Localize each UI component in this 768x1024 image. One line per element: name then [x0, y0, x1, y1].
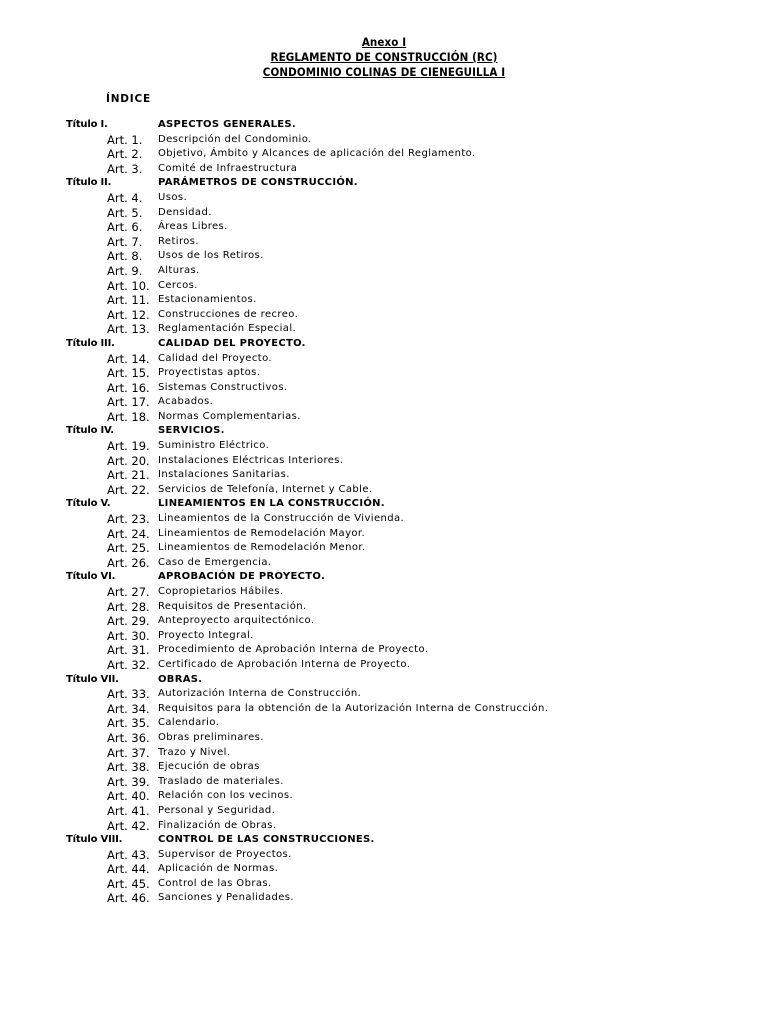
- article-number: Art. 5.: [107, 205, 143, 220]
- article-number: Art. 38.: [107, 760, 150, 775]
- title-label: Título VI.: [66, 571, 116, 583]
- title-label: Título VII.: [66, 673, 119, 685]
- article-number: Art. 28.: [107, 599, 150, 614]
- article-row: [0, 395, 768, 410]
- article-name: Proyectistas aptos.: [158, 367, 261, 379]
- title-name: PARÁMETROS DE CONSTRUCCIÓN.: [158, 177, 358, 189]
- article-number: Art. 45.: [107, 876, 150, 891]
- article-number: Art. 41.: [107, 803, 150, 818]
- article-row: [0, 716, 768, 731]
- article-name: Proyecto Integral.: [158, 629, 254, 641]
- article-name: Caso de Emergencia.: [158, 556, 272, 568]
- article-number: Art. 14.: [107, 351, 150, 366]
- article-name: Ejecución de obras: [158, 761, 260, 773]
- article-row: [0, 366, 768, 381]
- title-label: Título VIII.: [66, 834, 123, 846]
- article-row: [0, 147, 768, 162]
- title-name: LINEAMIENTOS EN LA CONSTRUCCIÓN.: [158, 498, 385, 510]
- article-name: Calidad del Proyecto.: [158, 352, 273, 364]
- article-name: Finalización de Obras.: [158, 819, 277, 831]
- article-number: Art. 2.: [107, 147, 143, 162]
- article-number: Art. 27.: [107, 585, 150, 599]
- article-row: [0, 614, 768, 629]
- article-number: Art. 34.: [107, 701, 150, 716]
- title-label: Título III.: [66, 337, 115, 349]
- article-row: [0, 279, 768, 294]
- article-name: Comité de Infraestructura: [158, 162, 298, 174]
- article-name: Copropietarios Hábiles.: [158, 586, 284, 597]
- title-name: APROBACIÓN DE PROYECTO.: [158, 571, 326, 583]
- article-number: Art. 46.: [107, 891, 150, 906]
- article-number: Art. 15.: [107, 366, 150, 381]
- article-name: Aplicación de Normas.: [158, 863, 279, 875]
- title-row: [0, 833, 768, 848]
- article-name: Reglamentación Especial.: [158, 323, 297, 335]
- title-name: CONTROL DE LAS CONSTRUCCIONES.: [158, 834, 375, 846]
- article-name: Áreas Libres.: [158, 221, 228, 233]
- article-number: Art. 43.: [107, 847, 150, 862]
- article-number: Art. 16.: [107, 380, 150, 395]
- article-row: [0, 191, 768, 206]
- article-row: [0, 352, 768, 367]
- title-row: [0, 424, 768, 439]
- article-row: [0, 862, 768, 877]
- article-row: [0, 556, 768, 571]
- article-row: [0, 658, 768, 673]
- article-number: Art. 18.: [107, 409, 150, 424]
- article-row: [0, 308, 768, 323]
- article-name: Supervisor de Proyectos.: [158, 848, 292, 860]
- article-name: Lineamientos de Remodelación Menor.: [158, 542, 366, 554]
- article-name: Personal y Seguridad.: [158, 804, 276, 816]
- article-name: Cercos.: [158, 279, 198, 291]
- article-number: Art. 20.: [107, 453, 150, 468]
- article-row: [0, 541, 768, 556]
- title-row: [0, 673, 768, 688]
- article-row: [0, 220, 768, 235]
- article-number: Art. 30.: [107, 628, 150, 643]
- title-name: CALIDAD DEL PROYECTO.: [158, 337, 306, 349]
- title-row: [0, 497, 768, 512]
- article-row: [0, 702, 768, 717]
- article-number: Art. 25.: [107, 541, 150, 556]
- article-row: [0, 381, 768, 396]
- article-number: Art. 3.: [107, 161, 143, 176]
- article-row: [0, 439, 768, 454]
- index-heading: ÍNDICE: [106, 93, 151, 105]
- regulation-title: REGLAMENTO DE CONSTRUCCIÓN (RC): [270, 50, 498, 64]
- article-name: Certificado de Aprobación Interna de Proyecto.: [158, 658, 411, 670]
- title-row: [0, 570, 768, 585]
- article-name: Suministro Eléctrico.: [158, 440, 270, 452]
- article-name: Servicios de Telefonía, Internet y Cable.: [158, 483, 373, 495]
- article-row: [0, 235, 768, 250]
- article-row: [0, 877, 768, 892]
- document-header: [0, 35, 768, 80]
- article-row: [0, 775, 768, 790]
- title-label: Título IV.: [66, 425, 114, 437]
- article-number: Art. 6.: [107, 220, 143, 235]
- article-number: Art. 9.: [107, 263, 143, 278]
- article-number: Art. 36.: [107, 730, 150, 745]
- article-row: [0, 527, 768, 542]
- title-row: [0, 118, 768, 133]
- title-row: [0, 337, 768, 352]
- annex-title: Anexo I: [361, 35, 407, 49]
- title-name: ASPECTOS GENERALES.: [158, 119, 297, 130]
- article-number: Art. 33.: [107, 687, 150, 702]
- article-row: [0, 293, 768, 308]
- article-number: Art. 26.: [107, 555, 150, 570]
- article-number: Art. 8.: [107, 249, 143, 264]
- article-name: Densidad.: [158, 206, 212, 218]
- title-label: Título V.: [66, 498, 111, 510]
- article-number: Art. 1.: [107, 132, 143, 147]
- article-number: Art. 35.: [107, 716, 150, 731]
- article-name: Procedimiento de Aprobación Interna de Proyecto.: [158, 644, 429, 656]
- article-number: Art. 13.: [107, 322, 150, 337]
- title-name: OBRAS.: [158, 673, 203, 685]
- article-row: [0, 804, 768, 819]
- article-row: [0, 789, 768, 804]
- title-label: Título II.: [66, 177, 112, 189]
- article-name: Instalaciones Eléctricas Interiores.: [158, 454, 344, 466]
- article-row: [0, 483, 768, 498]
- article-name: Sanciones y Penalidades.: [158, 892, 294, 904]
- article-row: [0, 133, 768, 148]
- article-row: [0, 600, 768, 615]
- article-name: Calendario.: [158, 717, 220, 729]
- article-number: Art. 22.: [107, 482, 150, 497]
- article-row: [0, 891, 768, 906]
- article-row: [0, 249, 768, 264]
- article-name: Construcciones de recreo.: [158, 308, 299, 320]
- article-number: Art. 39.: [107, 774, 150, 789]
- article-name: Usos.: [158, 191, 188, 203]
- article-name: Trazo y Nivel.: [158, 746, 231, 758]
- article-row: [0, 264, 768, 279]
- article-name: Estacionamientos.: [158, 294, 257, 306]
- article-number: Art. 19.: [107, 439, 150, 454]
- article-name: Requisitos para la obtención de la Autorización Interna de Construcción.: [158, 702, 549, 714]
- article-name: Instalaciones Sanitarias.: [158, 469, 290, 481]
- article-name: Traslado de materiales.: [158, 775, 284, 787]
- article-name: Retiros.: [158, 235, 199, 247]
- article-number: Art. 12.: [107, 307, 150, 322]
- title-row: [0, 176, 768, 191]
- article-row: [0, 629, 768, 644]
- table-of-contents: [0, 118, 768, 906]
- article-row: [0, 206, 768, 221]
- article-row: [0, 760, 768, 775]
- title-label: Título I.: [66, 119, 108, 130]
- article-number: Art. 10.: [107, 278, 150, 293]
- article-row: [0, 731, 768, 746]
- article-number: Art. 4.: [107, 190, 143, 205]
- article-name: Obras preliminares.: [158, 731, 264, 743]
- article-number: Art. 21.: [107, 468, 150, 483]
- article-number: Art. 7.: [107, 234, 143, 249]
- article-row: [0, 454, 768, 469]
- article-name: Requisitos de Presentación.: [158, 600, 307, 612]
- article-row: [0, 848, 768, 863]
- article-name: Normas Complementarias.: [158, 410, 301, 422]
- article-row: [0, 687, 768, 702]
- article-number: Art. 23.: [107, 512, 150, 527]
- article-row: [0, 585, 768, 600]
- article-number: Art. 40.: [107, 789, 150, 804]
- article-name: Sistemas Constructivos.: [158, 381, 288, 393]
- article-number: Art. 42.: [107, 818, 150, 833]
- article-name: Control de las Obras.: [158, 877, 272, 889]
- article-name: Acabados.: [158, 396, 214, 408]
- article-row: [0, 746, 768, 761]
- article-row: [0, 468, 768, 483]
- article-name: Lineamientos de la Construcción de Vivienda.: [158, 513, 405, 525]
- article-name: Objetivo, Ámbito y Alcances de aplicación del Reglamento.: [158, 148, 476, 160]
- condominium-title: CONDOMINIO COLINAS DE CIENEGUILLA I: [262, 65, 506, 79]
- article-number: Art. 11.: [107, 293, 150, 308]
- article-number: Art. 31.: [107, 643, 150, 658]
- article-row: [0, 819, 768, 834]
- article-number: Art. 24.: [107, 526, 150, 541]
- article-name: Descripción del Condominio.: [158, 133, 312, 145]
- article-number: Art. 37.: [107, 745, 150, 760]
- article-number: Art. 17.: [107, 395, 150, 410]
- article-row: [0, 512, 768, 527]
- article-row: [0, 643, 768, 658]
- article-number: Art. 44.: [107, 862, 150, 877]
- article-name: Relación con los vecinos.: [158, 790, 294, 802]
- article-number: Art. 32.: [107, 657, 150, 672]
- title-name: SERVICIOS.: [158, 425, 225, 437]
- article-row: [0, 162, 768, 177]
- article-name: Alturas.: [158, 264, 200, 276]
- article-row: [0, 410, 768, 425]
- article-name: Anteproyecto arquitectónico.: [158, 615, 315, 627]
- article-row: [0, 322, 768, 337]
- article-name: Autorización Interna de Construcción.: [158, 688, 362, 700]
- article-name: Usos de los Retiros.: [158, 250, 264, 262]
- article-name: Lineamientos de Remodelación Mayor.: [158, 527, 366, 539]
- article-number: Art. 29.: [107, 614, 150, 629]
